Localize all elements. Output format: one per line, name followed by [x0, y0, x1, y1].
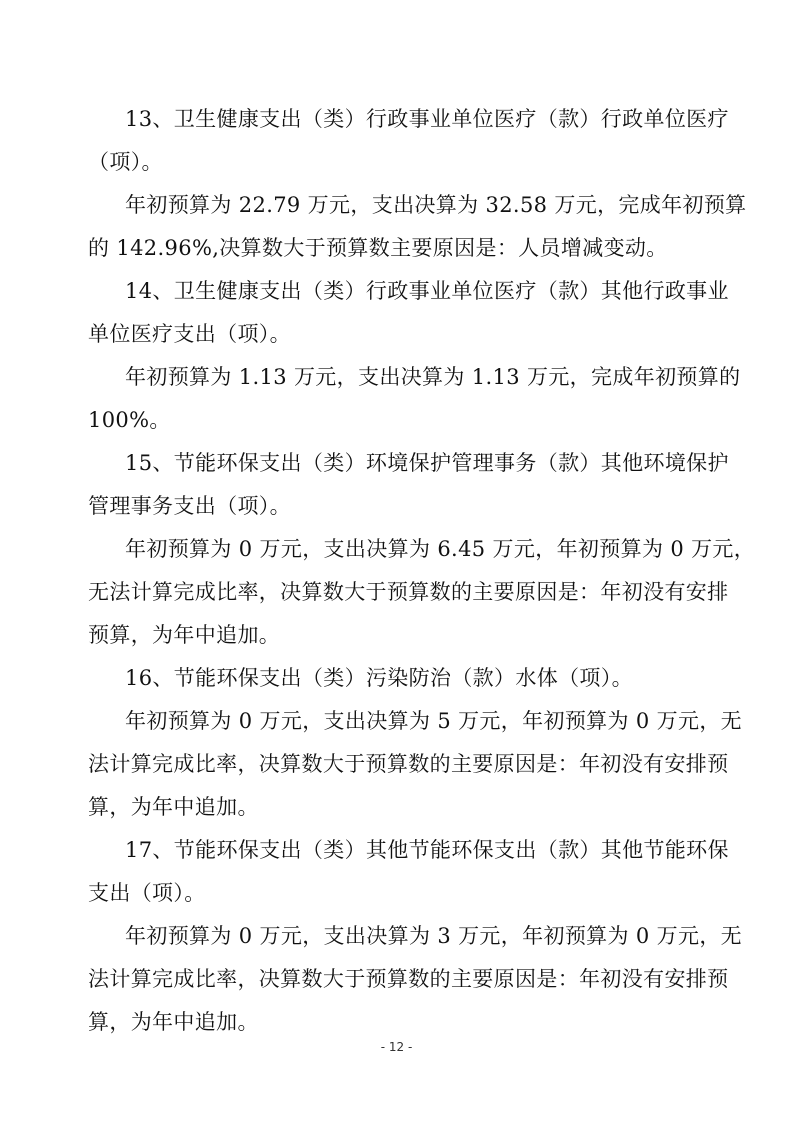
- text-line: 算，为年中追加。: [88, 795, 259, 819]
- paragraph-14-heading: [88, 270, 728, 356]
- paragraph-16-body: [88, 700, 743, 829]
- text-line: （项）。: [88, 150, 163, 174]
- paragraph-17-body: [88, 915, 743, 1044]
- text-line: 预算，为年中追加。: [88, 623, 281, 647]
- text-line: 年初预算为 0 万元，支出决算为 3 万元，年初预算为 0 万元，无: [125, 924, 743, 948]
- page-number: - 12 -: [380, 1040, 413, 1054]
- text-line: 法计算完成比率，决算数大于预算数的主要原因是：年初没有安排预: [88, 967, 729, 991]
- text-line: 支出（项）。: [88, 881, 206, 905]
- text-line: 无法计算完成比率，决算数大于预算数的主要原因是：年初没有安排: [88, 580, 729, 604]
- text-line: 年初预算为 1.13 万元，支出决算为 1.13 万元，完成年初预算的: [125, 365, 741, 389]
- text-line: 13、卫生健康支出（类）行政事业单位医疗（款）行政单位医疗: [125, 107, 729, 131]
- paragraph-13-heading: [88, 98, 728, 184]
- paragraph-16-heading: [88, 657, 728, 700]
- document-body: [88, 98, 756, 1044]
- text-line: 100%。: [88, 408, 171, 432]
- text-line: 的 142.96%,决算数大于预算数主要原因是：人员增减变动。: [88, 236, 668, 260]
- text-line: 年初预算为 0 万元，支出决算为 5 万元，年初预算为 0 万元，无: [125, 709, 743, 733]
- text-line: 16、节能环保支出（类）污染防治（款）水体（项）。: [125, 666, 633, 690]
- text-line: 年初预算为 0 万元，支出决算为 6.45 万元，年初预算为 0 万元，: [125, 537, 756, 561]
- paragraph-13-body: [88, 184, 747, 270]
- text-line: 单位医疗支出（项）。: [88, 322, 291, 346]
- text-line: 管理事务支出（项）。: [88, 494, 291, 518]
- text-line: 法计算完成比率，决算数大于预算数的主要原因是：年初没有安排预: [88, 752, 729, 776]
- text-line: 算，为年中追加。: [88, 1010, 259, 1034]
- text-line: 17、节能环保支出（类）其他节能环保支出（款）其他节能环保: [125, 838, 729, 862]
- text-line: 15、节能环保支出（类）环境保护管理事务（款）其他环境保护: [125, 451, 729, 475]
- text-line: 年初预算为 22.79 万元，支出决算为 32.58 万元，完成年初预算: [125, 193, 747, 217]
- paragraph-15-heading: [88, 442, 728, 528]
- paragraph-14-body: [88, 356, 741, 442]
- paragraph-17-heading: [88, 829, 728, 915]
- paragraph-15-body: [88, 528, 756, 657]
- text-line: 14、卫生健康支出（类）行政事业单位医疗（款）其他行政事业: [125, 279, 729, 303]
